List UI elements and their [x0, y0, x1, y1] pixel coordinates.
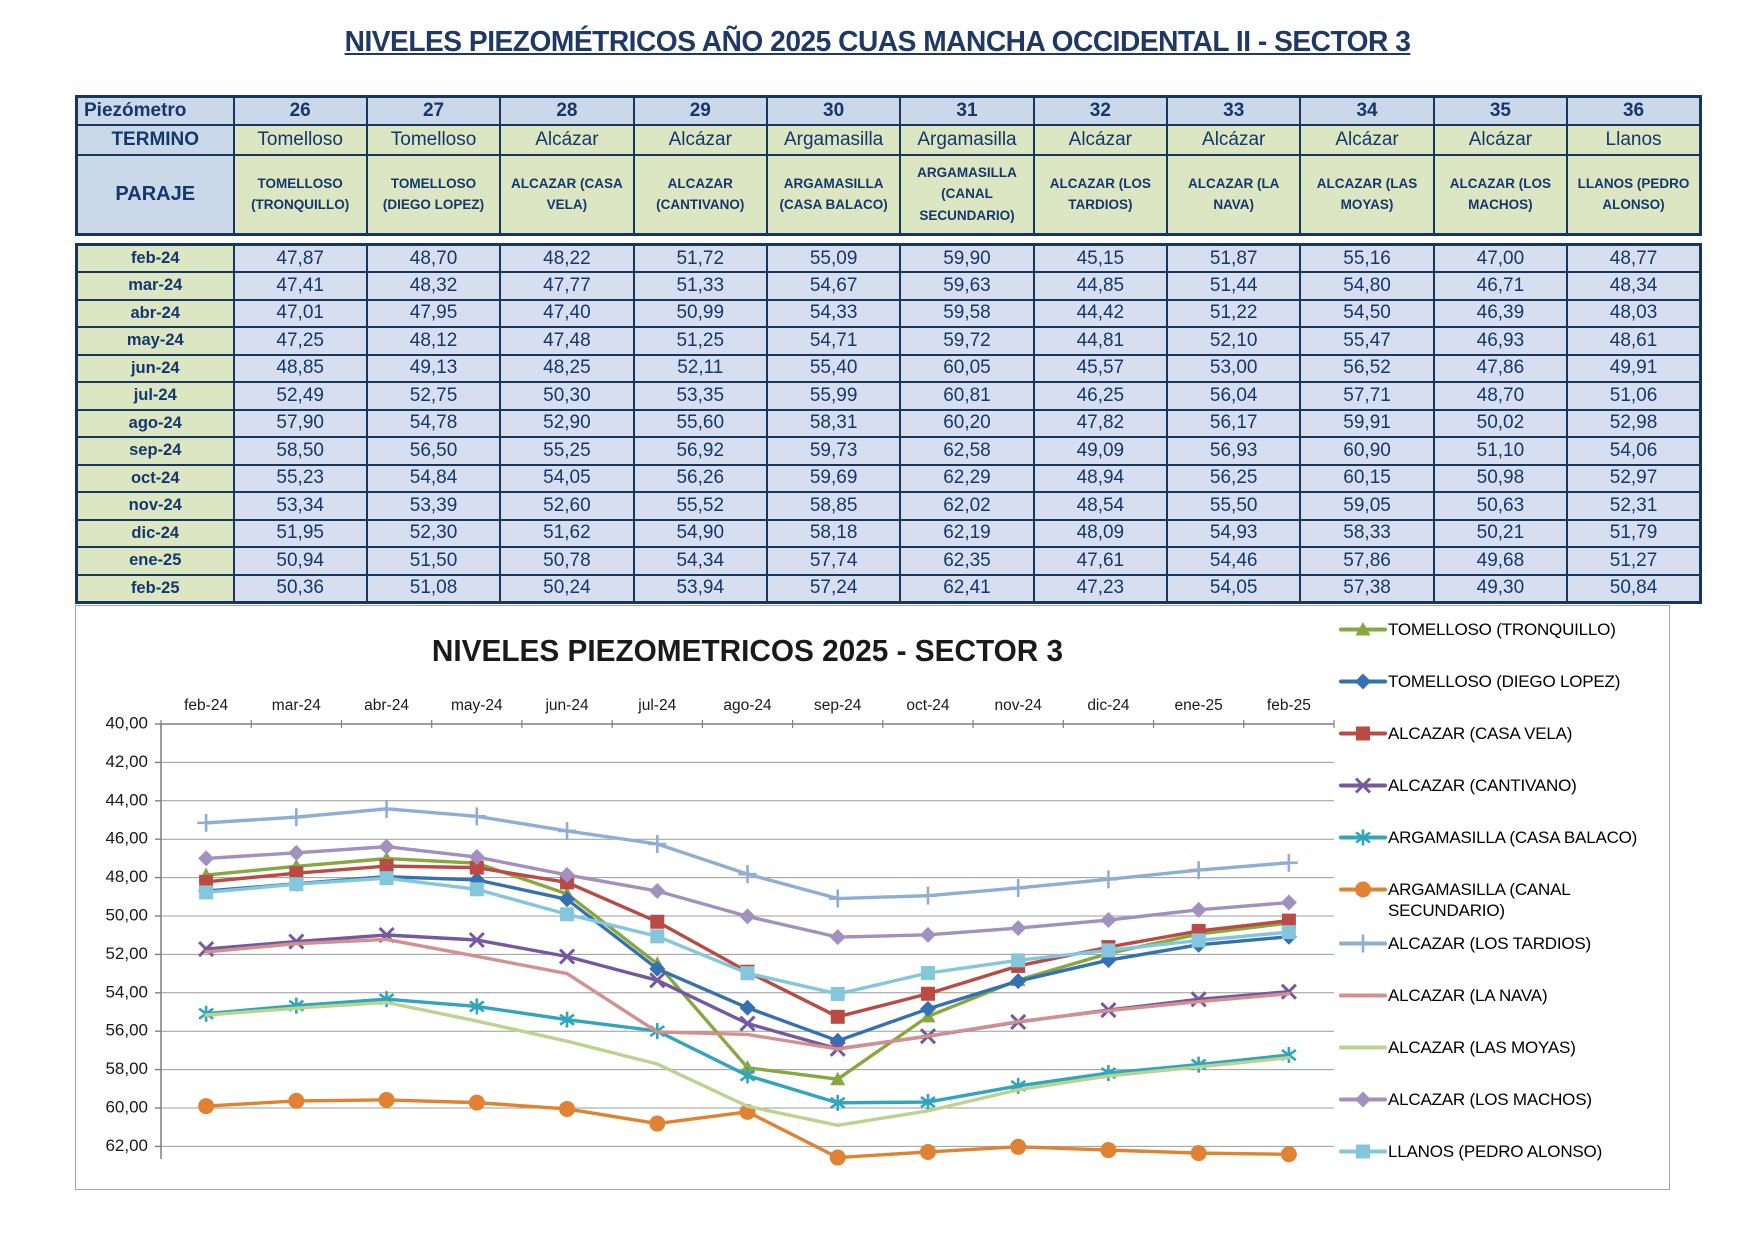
x-axis-tick-label: feb-24: [184, 697, 229, 714]
page-title: NIVELES PIEZOMÉTRICOS AÑO 2025 CUAS MANCHA OCCIDENTAL II - SECTOR 3: [344, 26, 1411, 58]
legend-entry-label: TOMELLOSO (TRONQUILLO): [1388, 620, 1616, 639]
x-axis-tick-label: jul-24: [638, 697, 677, 714]
value-cell: 59,69: [767, 465, 900, 493]
value-cell: 55,40: [767, 355, 900, 383]
table-row: [77, 355, 1701, 383]
value-cell: 51,33: [634, 272, 767, 300]
value-cell: 51,10: [1434, 437, 1567, 465]
value-cell: 48,34: [1567, 272, 1700, 300]
value-cell: 62,58: [900, 437, 1033, 465]
paraje-cell: ARGAMASILLA (CASA BALACO): [767, 155, 900, 235]
x-axis-tick-label: sep-24: [814, 697, 862, 714]
value-cell: 44,81: [1034, 327, 1167, 355]
legend-entry-label: ARGAMASILLA (CANAL SECUNDARIO): [1388, 880, 1570, 920]
value-cell: 45,15: [1034, 245, 1167, 273]
x-axis-tick-label: jun-24: [545, 697, 589, 714]
chart-title: NIVELES PIEZOMETRICOS 2025 - SECTOR 3: [431, 633, 1064, 668]
value-cell: 50,30: [500, 382, 633, 410]
piezometer-data-table: [75, 243, 1702, 604]
value-cell: 47,00: [1434, 245, 1567, 273]
value-cell: 57,71: [1300, 382, 1433, 410]
month-cell: oct-24: [77, 465, 234, 493]
value-cell: 48,61: [1567, 327, 1700, 355]
table-row: [77, 300, 1701, 328]
value-cell: 56,17: [1167, 410, 1300, 438]
value-cell: 59,58: [900, 300, 1033, 328]
value-cell: 46,71: [1434, 272, 1567, 300]
value-cell: 54,71: [767, 327, 900, 355]
chart-canvas: [76, 606, 1669, 1189]
value-cell: 47,87: [234, 245, 367, 273]
value-cell: 48,22: [500, 245, 633, 273]
value-cell: 62,29: [900, 465, 1033, 493]
value-cell: 55,52: [634, 492, 767, 520]
termino-cell: Alcázar: [634, 125, 767, 155]
month-cell: mar-24: [77, 272, 234, 300]
value-cell: 44,85: [1034, 272, 1167, 300]
table-row: [77, 410, 1701, 438]
value-cell: 46,93: [1434, 327, 1567, 355]
termino-cell: Alcázar: [1167, 125, 1300, 155]
value-cell: 47,86: [1434, 355, 1567, 383]
piezometer-number-cell: 31: [900, 97, 1033, 125]
value-cell: 53,00: [1167, 355, 1300, 383]
value-cell: 52,31: [1567, 492, 1700, 520]
x-axis-tick-label: ene-25: [1174, 697, 1223, 714]
termino-cell: Alcázar: [1300, 125, 1433, 155]
table-row-piezometro: [77, 97, 1701, 125]
value-cell: 50,94: [234, 547, 367, 575]
table-row: [77, 272, 1701, 300]
paraje-cell: ARGAMASILLA (CANAL SECUNDARIO): [900, 155, 1033, 235]
y-axis-tick-label: 40,00: [105, 713, 148, 733]
value-cell: 56,50: [367, 437, 500, 465]
value-cell: 51,06: [1567, 382, 1700, 410]
value-cell: 52,98: [1567, 410, 1700, 438]
value-cell: 52,75: [367, 382, 500, 410]
table-row-termino: [77, 125, 1701, 155]
value-cell: 60,15: [1300, 465, 1433, 493]
value-cell: 48,70: [367, 245, 500, 273]
value-cell: 51,95: [234, 520, 367, 548]
table-row: [77, 575, 1701, 603]
value-cell: 53,35: [634, 382, 767, 410]
value-cell: 48,09: [1034, 520, 1167, 548]
table-row: [77, 382, 1701, 410]
month-cell: sep-24: [77, 437, 234, 465]
value-cell: 59,73: [767, 437, 900, 465]
paraje-cell: ALCAZAR (CASA VELA): [500, 155, 633, 235]
value-cell: 51,44: [1167, 272, 1300, 300]
table-row: [77, 465, 1701, 493]
value-cell: 55,50: [1167, 492, 1300, 520]
month-cell: jun-24: [77, 355, 234, 383]
value-cell: 51,62: [500, 520, 633, 548]
value-cell: 57,24: [767, 575, 900, 603]
value-cell: 52,60: [500, 492, 633, 520]
value-cell: 58,18: [767, 520, 900, 548]
termino-cell: Tomelloso: [234, 125, 367, 155]
value-cell: 50,21: [1434, 520, 1567, 548]
paraje-cell: ALCAZAR (CANTIVANO): [634, 155, 767, 235]
termino-cell: Alcázar: [1434, 125, 1567, 155]
y-axis-tick-label: 50,00: [105, 905, 148, 925]
legend-entry-label: ALCAZAR (LAS MOYAS): [1388, 1038, 1576, 1057]
value-cell: 55,60: [634, 410, 767, 438]
value-cell: 52,11: [634, 355, 767, 383]
value-cell: 53,94: [634, 575, 767, 603]
x-axis-tick-label: dic-24: [1087, 697, 1130, 714]
value-cell: 49,09: [1034, 437, 1167, 465]
paraje-row-label: PARAJE: [77, 155, 234, 235]
table-row: [77, 245, 1701, 273]
value-cell: 54,80: [1300, 272, 1433, 300]
value-cell: 51,08: [367, 575, 500, 603]
value-cell: 60,90: [1300, 437, 1433, 465]
value-cell: 56,52: [1300, 355, 1433, 383]
value-cell: 47,25: [234, 327, 367, 355]
value-cell: 47,61: [1034, 547, 1167, 575]
value-cell: 54,06: [1567, 437, 1700, 465]
x-axis-tick-label: nov-24: [994, 697, 1042, 714]
value-cell: 47,41: [234, 272, 367, 300]
piezometer-number-cell: 35: [1434, 97, 1567, 125]
month-cell: may-24: [77, 327, 234, 355]
chart-series-6: [197, 800, 1298, 908]
value-cell: 62,35: [900, 547, 1033, 575]
value-cell: 48,85: [234, 355, 367, 383]
value-cell: 46,25: [1034, 382, 1167, 410]
x-axis-tick-label: abr-24: [364, 697, 409, 714]
value-cell: 57,86: [1300, 547, 1433, 575]
value-cell: 54,05: [500, 465, 633, 493]
table-row: [77, 547, 1701, 575]
termino-cell: Tomelloso: [367, 125, 500, 155]
value-cell: 52,97: [1567, 465, 1700, 493]
termino-cell: Argamasilla: [767, 125, 900, 155]
value-cell: 54,05: [1167, 575, 1300, 603]
value-cell: 47,40: [500, 300, 633, 328]
value-cell: 55,99: [767, 382, 900, 410]
x-axis-tick-label: ago-24: [723, 697, 772, 714]
value-cell: 50,24: [500, 575, 633, 603]
value-cell: 47,23: [1034, 575, 1167, 603]
value-cell: 49,13: [367, 355, 500, 383]
piezometer-number-cell: 30: [767, 97, 900, 125]
termino-row-label: TERMINO: [77, 125, 234, 155]
value-cell: 56,04: [1167, 382, 1300, 410]
value-cell: 49,91: [1567, 355, 1700, 383]
paraje-cell: TOMELLOSO (TRONQUILLO): [234, 155, 367, 235]
legend-entry-label: ALCAZAR (LOS MACHOS): [1388, 1090, 1592, 1109]
value-cell: 62,02: [900, 492, 1033, 520]
paraje-cell: ALCAZAR (LA NAVA): [1167, 155, 1300, 235]
month-cell: feb-24: [77, 245, 234, 273]
termino-cell: Alcázar: [1034, 125, 1167, 155]
value-cell: 60,05: [900, 355, 1033, 383]
y-axis-tick-label: 52,00: [105, 943, 148, 963]
value-cell: 59,05: [1300, 492, 1433, 520]
y-axis-tick-label: 42,00: [105, 751, 148, 771]
value-cell: 57,90: [234, 410, 367, 438]
chart-series-9: [198, 839, 1297, 945]
value-cell: 56,26: [634, 465, 767, 493]
value-cell: 56,93: [1167, 437, 1300, 465]
y-axis-tick-label: 62,00: [105, 1135, 148, 1155]
value-cell: 52,30: [367, 520, 500, 548]
value-cell: 55,47: [1300, 327, 1433, 355]
value-cell: 57,74: [767, 547, 900, 575]
month-cell: abr-24: [77, 300, 234, 328]
value-cell: 57,38: [1300, 575, 1433, 603]
value-cell: 54,33: [767, 300, 900, 328]
y-axis-tick-label: 48,00: [105, 867, 148, 887]
value-cell: 58,85: [767, 492, 900, 520]
y-axis-tick-label: 56,00: [105, 1020, 148, 1040]
month-cell: ago-24: [77, 410, 234, 438]
y-axis-tick-label: 58,00: [105, 1059, 148, 1079]
value-cell: 45,57: [1034, 355, 1167, 383]
value-cell: 58,31: [767, 410, 900, 438]
value-cell: 55,16: [1300, 245, 1433, 273]
table-row: [77, 437, 1701, 465]
value-cell: 48,94: [1034, 465, 1167, 493]
value-cell: 49,30: [1434, 575, 1567, 603]
value-cell: 47,95: [367, 300, 500, 328]
month-cell: ene-25: [77, 547, 234, 575]
value-cell: 54,93: [1167, 520, 1300, 548]
value-cell: 55,25: [500, 437, 633, 465]
piezometer-number-cell: 27: [367, 97, 500, 125]
value-cell: 48,54: [1034, 492, 1167, 520]
value-cell: 54,78: [367, 410, 500, 438]
legend-entry-label: ALCAZAR (CANTIVANO): [1388, 776, 1577, 795]
legend-entry-label: ARGAMASILLA (CASA BALACO): [1388, 828, 1638, 847]
table-row-paraje: [77, 155, 1701, 235]
x-axis-tick-label: may-24: [450, 697, 503, 714]
value-cell: 47,77: [500, 272, 633, 300]
value-cell: 62,19: [900, 520, 1033, 548]
value-cell: 54,90: [634, 520, 767, 548]
value-cell: 46,39: [1434, 300, 1567, 328]
piezometer-number-cell: 32: [1034, 97, 1167, 125]
value-cell: 50,02: [1434, 410, 1567, 438]
value-cell: 52,10: [1167, 327, 1300, 355]
piezometer-number-cell: 26: [234, 97, 367, 125]
value-cell: 52,90: [500, 410, 633, 438]
value-cell: 44,42: [1034, 300, 1167, 328]
value-cell: 47,48: [500, 327, 633, 355]
value-cell: 55,23: [234, 465, 367, 493]
value-cell: 59,63: [900, 272, 1033, 300]
value-cell: 54,46: [1167, 547, 1300, 575]
value-cell: 59,91: [1300, 410, 1433, 438]
x-axis-tick-label: feb-25: [1266, 697, 1311, 714]
chart: [75, 605, 1670, 1190]
piezometer-number-cell: 29: [634, 97, 767, 125]
value-cell: 48,77: [1567, 245, 1700, 273]
piezometer-number-cell: 28: [500, 97, 633, 125]
value-cell: 50,78: [500, 547, 633, 575]
x-axis-tick-label: oct-24: [906, 697, 950, 714]
value-cell: 47,82: [1034, 410, 1167, 438]
legend-entry-label: ALCAZAR (LOS TARDIOS): [1388, 934, 1591, 953]
x-axis-tick-label: mar-24: [271, 697, 321, 714]
value-cell: 56,25: [1167, 465, 1300, 493]
x-axis-labels: [184, 697, 1311, 714]
value-cell: 54,84: [367, 465, 500, 493]
value-cell: 58,33: [1300, 520, 1433, 548]
value-cell: 53,34: [234, 492, 367, 520]
value-cell: 50,84: [1567, 575, 1700, 603]
piezometer-number-cell: 33: [1167, 97, 1300, 125]
y-axis-tick-label: 44,00: [105, 790, 148, 810]
piezometer-number-cell: 34: [1300, 97, 1433, 125]
value-cell: 53,39: [367, 492, 500, 520]
piezometer-number-cell: 36: [1567, 97, 1700, 125]
value-cell: 58,50: [234, 437, 367, 465]
piezometer-header-table: [75, 95, 1702, 236]
value-cell: 51,87: [1167, 245, 1300, 273]
legend-entry-label: LLANOS (PEDRO ALONSO): [1388, 1142, 1603, 1161]
termino-cell: Argamasilla: [900, 125, 1033, 155]
table-row: [77, 520, 1701, 548]
value-cell: 62,41: [900, 575, 1033, 603]
termino-cell: Alcázar: [500, 125, 633, 155]
value-cell: 47,01: [234, 300, 367, 328]
legend-entry-label: ALCAZAR (LA NAVA): [1388, 986, 1548, 1005]
corner-cell: Piezómetro: [77, 97, 234, 125]
value-cell: 56,92: [634, 437, 767, 465]
value-cell: 50,36: [234, 575, 367, 603]
legend-entry-label: ALCAZAR (CASA VELA): [1388, 724, 1573, 743]
value-cell: 59,90: [900, 245, 1033, 273]
value-cell: 59,72: [900, 327, 1033, 355]
value-cell: 51,27: [1567, 547, 1700, 575]
month-cell: feb-25: [77, 575, 234, 603]
value-cell: 50,98: [1434, 465, 1567, 493]
month-cell: jul-24: [77, 382, 234, 410]
value-cell: 48,12: [367, 327, 500, 355]
value-cell: 51,72: [634, 245, 767, 273]
y-axis-tick-label: 54,00: [105, 982, 148, 1002]
paraje-cell: ALCAZAR (LOS MACHOS): [1434, 155, 1567, 235]
value-cell: 50,99: [634, 300, 767, 328]
value-cell: 48,03: [1567, 300, 1700, 328]
paraje-cell: LLANOS (PEDRO ALONSO): [1567, 155, 1700, 235]
table-row: [77, 327, 1701, 355]
value-cell: 55,09: [767, 245, 900, 273]
value-cell: 54,50: [1300, 300, 1433, 328]
value-cell: 48,70: [1434, 382, 1567, 410]
paraje-cell: ALCAZAR (LOS TARDIOS): [1034, 155, 1167, 235]
table-row: [77, 492, 1701, 520]
value-cell: 54,67: [767, 272, 900, 300]
value-cell: 51,50: [367, 547, 500, 575]
value-cell: 49,68: [1434, 547, 1567, 575]
value-cell: 51,25: [634, 327, 767, 355]
y-axis-tick-label: 46,00: [105, 828, 148, 848]
value-cell: 60,81: [900, 382, 1033, 410]
paraje-cell: ALCAZAR (LAS MOYAS): [1300, 155, 1433, 235]
month-cell: nov-24: [77, 492, 234, 520]
legend-entry-label: TOMELLOSO (DIEGO LOPEZ): [1388, 672, 1621, 691]
value-cell: 48,25: [500, 355, 633, 383]
value-cell: 60,20: [900, 410, 1033, 438]
chart-series-5: [198, 1092, 1297, 1166]
month-cell: dic-24: [77, 520, 234, 548]
paraje-cell: TOMELLOSO (DIEGO LOPEZ): [367, 155, 500, 235]
value-cell: 51,79: [1567, 520, 1700, 548]
termino-cell: Llanos: [1567, 125, 1700, 155]
value-cell: 54,34: [634, 547, 767, 575]
y-axis-tick-label: 60,00: [105, 1097, 148, 1117]
value-cell: 50,63: [1434, 492, 1567, 520]
value-cell: 48,32: [367, 272, 500, 300]
value-cell: 51,22: [1167, 300, 1300, 328]
value-cell: 52,49: [234, 382, 367, 410]
